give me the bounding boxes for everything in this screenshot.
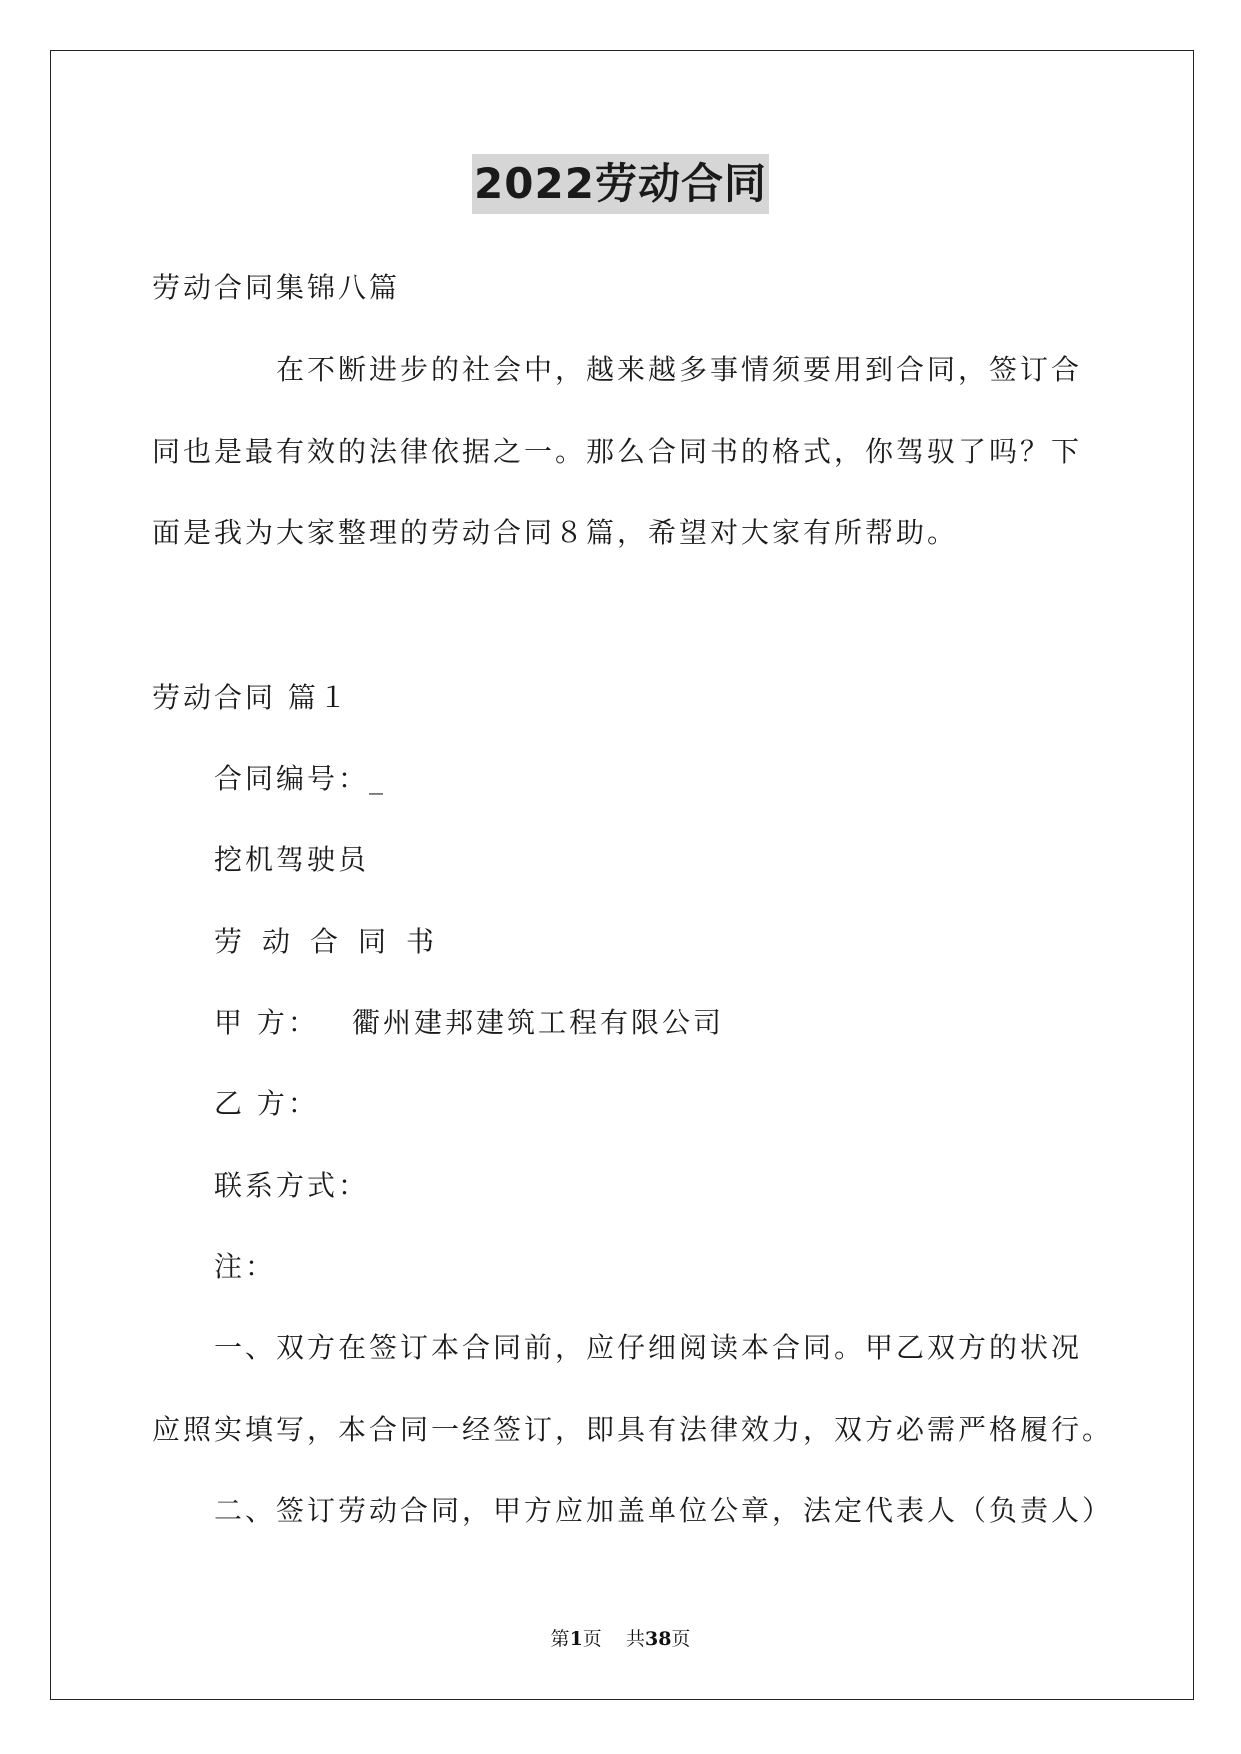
document-subtitle: 劳动合同集锦八篇 <box>152 271 401 304</box>
footer-page-mid: 页 共 <box>582 1628 645 1650</box>
section-heading: 劳动合同 篇１ <box>152 681 350 714</box>
note-label: 注： <box>214 1250 277 1283</box>
footer-page-suffix: 页 <box>671 1628 691 1650</box>
job-title: 挖机驾驶员 <box>214 843 370 876</box>
intro-line-1: 在不断进步的社会中，越来越多事情须要用到合同，签订合 <box>276 353 1083 386</box>
party-a-value: 衢州建邦建筑工程有限公司 <box>352 1006 725 1039</box>
contact-label: 联系方式： <box>214 1169 370 1202</box>
intro-line-2: 同也是最有效的法律依据之一。那么合同书的格式，你驾驭了吗？下 <box>152 435 1083 468</box>
page-footer <box>0 1626 1241 1652</box>
title-container <box>0 154 1241 214</box>
footer-page-prefix: 第 <box>550 1628 570 1650</box>
party-a-label: 甲 方： <box>214 1006 319 1039</box>
footer-page-number: 1 <box>569 1628 583 1650</box>
footer-page-total: 38 <box>644 1628 672 1650</box>
party-b-label: 乙 方： <box>214 1087 319 1120</box>
document-title: 2022劳动合同 <box>472 154 769 214</box>
contract-number: 合同编号：_ <box>214 762 387 795</box>
note1-line-2: 应照实填写，本合同一经签订，即具有法律效力，双方必需严格履行。 <box>152 1413 1114 1446</box>
intro-line-3: 面是我为大家整理的劳动合同８篇，希望对大家有所帮助。 <box>152 516 959 549</box>
note2-line-1: 二、签订劳动合同，甲方应加盖单位公章，法定代表人（负责人） <box>214 1494 1114 1527</box>
doc-name: 劳动合同书 <box>214 925 455 958</box>
note1-line-1: 一、双方在签订本合同前，应仔细阅读本合同。甲乙双方的状况 <box>214 1331 1083 1364</box>
